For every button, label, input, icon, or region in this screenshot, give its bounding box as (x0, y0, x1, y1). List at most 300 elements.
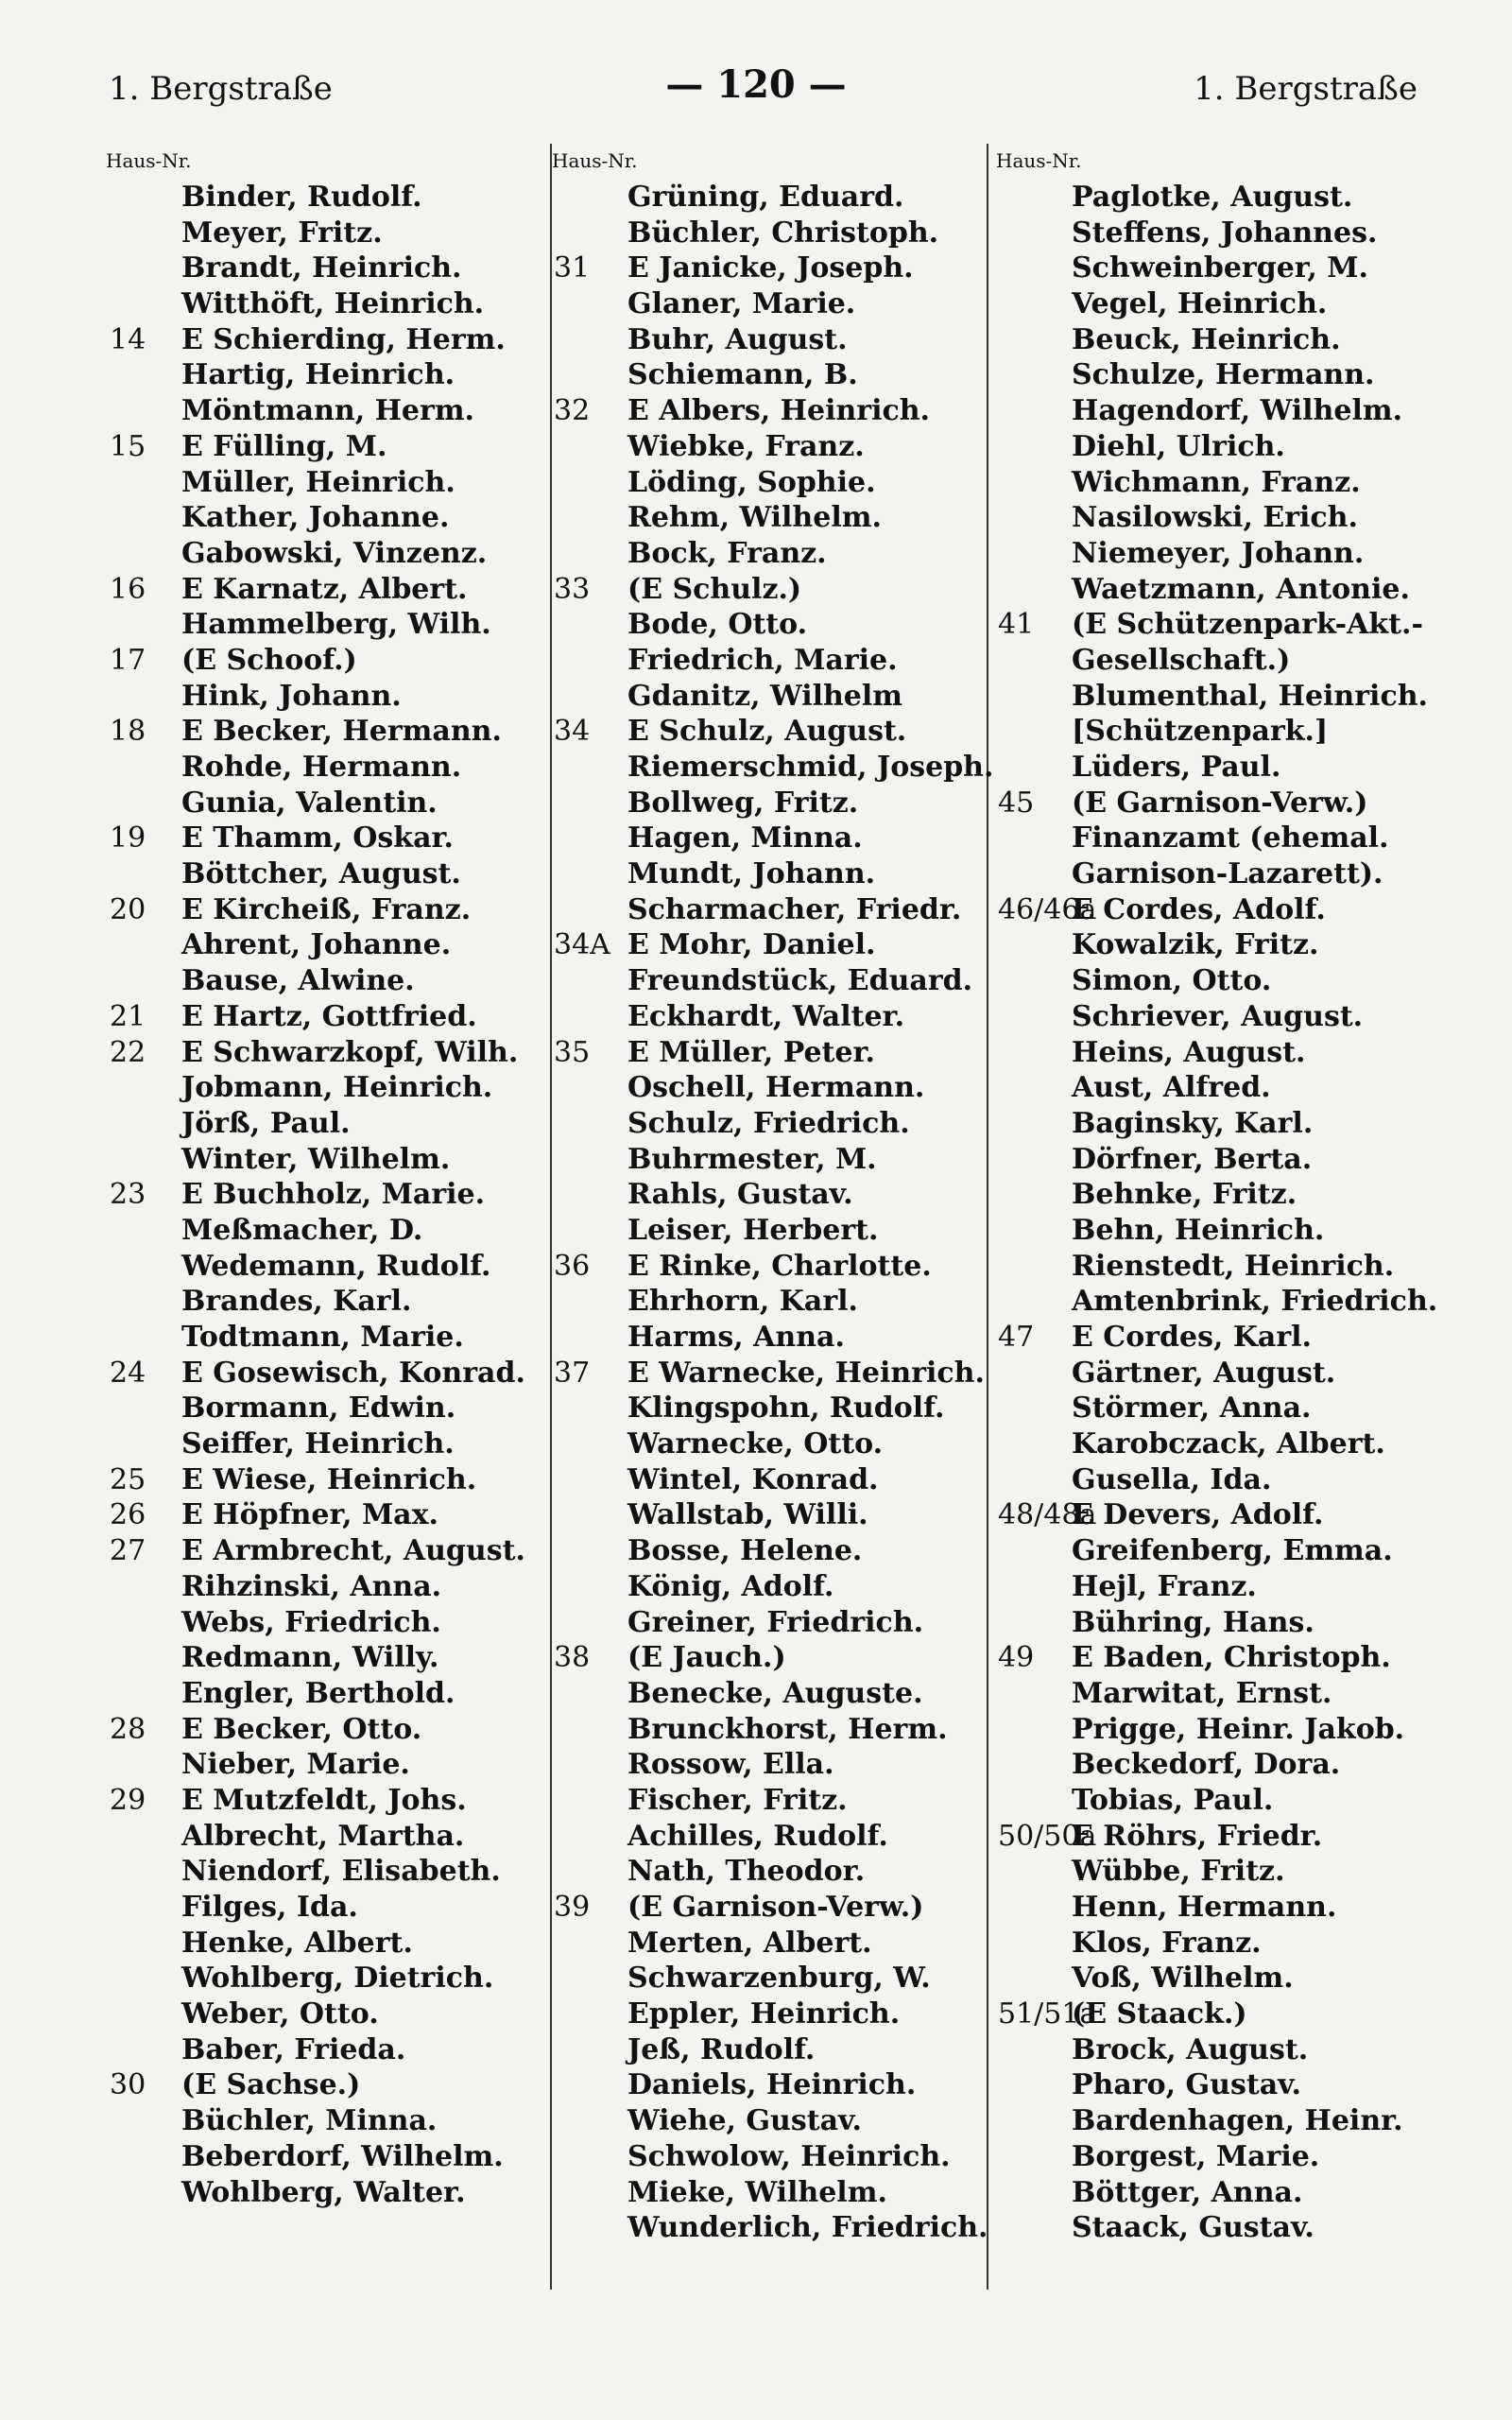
resident-entry (994, 786, 1438, 821)
resident-name: Hejl, Franz. (1072, 1569, 1257, 1603)
resident-entry (104, 1035, 548, 1071)
resident-name: Störmer, Anna. (1072, 1392, 1312, 1426)
resident-name: Buhr, August. (627, 322, 848, 356)
resident-entry (550, 1177, 994, 1213)
resident-entry (104, 1890, 548, 1926)
house-number: 35 (554, 1035, 591, 1069)
house-number: 33 (554, 572, 591, 606)
resident-entry (550, 856, 994, 892)
resident-name: E Armbrecht, August. (181, 1534, 525, 1568)
resident-name: Mundt, Johann. (627, 857, 876, 891)
resident-entry (994, 357, 1438, 393)
resident-entry (104, 1854, 548, 1890)
resident-entry (104, 963, 548, 999)
resident-entry (550, 251, 994, 286)
resident-name: (E Sachse.) (181, 2068, 361, 2102)
resident-name: Wohlberg, Dietrich. (181, 1962, 494, 1996)
resident-entry (550, 500, 994, 536)
resident-entry (550, 1462, 994, 1498)
resident-name: E Höpfner, Max. (181, 1498, 438, 1532)
resident-entry (994, 251, 1438, 286)
resident-name: Wiehe, Gustav. (627, 2104, 862, 2138)
resident-name: Simon, Otto. (1072, 964, 1272, 998)
resident-entry (104, 1213, 548, 1249)
resident-name: (E Schulz.) (627, 572, 802, 606)
resident-entry (994, 1890, 1438, 1926)
resident-entry (104, 892, 548, 928)
resident-entry (550, 1320, 994, 1356)
resident-name: Kowalzik, Fritz. (1072, 928, 1319, 962)
resident-entry (994, 1783, 1438, 1819)
resident-entry (104, 429, 548, 465)
resident-entry (994, 1070, 1438, 1106)
resident-entry (994, 1249, 1438, 1285)
resident-name: Greiner, Friedrich. (627, 1605, 924, 1639)
resident-name: Brunckhorst, Herm. (627, 1712, 948, 1746)
resident-name: Glaner, Marie. (627, 287, 856, 321)
resident-entry (104, 1070, 548, 1106)
resident-entry (550, 1747, 994, 1783)
resident-name: E Becker, Otto. (181, 1712, 422, 1746)
resident-entry (104, 999, 548, 1035)
resident-name: E Cordes, Karl. (1072, 1321, 1313, 1354)
resident-name: Bühring, Hans. (1072, 1605, 1314, 1639)
resident-name: E Gosewisch, Konrad. (181, 1356, 525, 1390)
resident-entry (550, 963, 994, 999)
house-number: 14 (110, 322, 146, 356)
resident-entry (994, 1142, 1438, 1178)
resident-name: Schriever, August. (1072, 999, 1364, 1033)
resident-entry (104, 786, 548, 821)
resident-entry (550, 821, 994, 856)
resident-entry (104, 1926, 548, 1962)
resident-name: Büchler, Minna. (181, 2104, 438, 2138)
house-number: 20 (110, 892, 146, 926)
resident-entry (550, 1640, 994, 1676)
resident-entry (994, 2175, 1438, 2211)
resident-name: Warnecke, Otto. (627, 1427, 884, 1461)
entries-column-1 (104, 180, 548, 2210)
resident-name: Leiser, Herbert. (627, 1213, 879, 1247)
resident-name: Fischer, Fritz. (627, 1783, 848, 1817)
resident-name: Blumenthal, Heinrich. (1072, 679, 1428, 713)
resident-entry (104, 750, 548, 786)
resident-name: Schwolow, Heinrich. (627, 2139, 951, 2173)
resident-name: Heins, August. (1072, 1035, 1306, 1069)
resident-entry (550, 286, 994, 322)
resident-entry (994, 572, 1438, 608)
resident-entry (104, 393, 548, 429)
resident-name: Baber, Frieda. (181, 2032, 406, 2066)
resident-entry (550, 2067, 994, 2103)
resident-name: Möntmann, Herm. (181, 394, 475, 428)
resident-entry (994, 393, 1438, 429)
resident-entry (994, 465, 1438, 501)
resident-name: Borgest, Marie. (1072, 2139, 1320, 2173)
resident-entry (994, 1426, 1438, 1462)
house-number: 36 (554, 1249, 591, 1283)
resident-name: Kather, Johanne. (181, 501, 450, 535)
resident-name: Beuck, Heinrich. (1072, 322, 1341, 356)
resident-entry (994, 607, 1438, 643)
resident-entry (104, 2175, 548, 2211)
resident-entry (550, 1426, 994, 1462)
resident-name: (E Schoof.) (181, 643, 357, 677)
resident-name: Brandes, Karl. (181, 1285, 412, 1319)
resident-entry (104, 1712, 548, 1748)
resident-entry (550, 1819, 994, 1855)
resident-name: Friedrich, Marie. (627, 643, 898, 677)
resident-name: König, Adolf. (627, 1569, 834, 1603)
page-header (0, 62, 1512, 119)
header-street-right: 1. Bergstraße (1194, 70, 1418, 108)
resident-name: Schweinberger, M. (1072, 251, 1368, 285)
resident-entry (994, 750, 1438, 786)
resident-entry (104, 1533, 548, 1569)
resident-entry (104, 2103, 548, 2139)
resident-name: E Rinke, Charlotte. (627, 1249, 932, 1283)
resident-entry (994, 1213, 1438, 1249)
resident-entry (104, 856, 548, 892)
resident-name: Wübbe, Fritz. (1072, 1855, 1285, 1889)
resident-name: Meßmacher, D. (181, 1213, 423, 1247)
resident-entry (994, 1284, 1438, 1320)
resident-entry (104, 1605, 548, 1641)
house-number: 29 (110, 1783, 146, 1817)
house-number: 34 (554, 715, 591, 749)
resident-entry (994, 1926, 1438, 1962)
resident-entry (994, 1712, 1438, 1748)
resident-entry (994, 1391, 1438, 1426)
resident-name: E Warnecke, Heinrich. (627, 1356, 985, 1390)
resident-name: E Baden, Christoph. (1072, 1641, 1391, 1675)
resident-name: Behn, Heinrich. (1072, 1213, 1325, 1247)
resident-name: Achilles, Rudolf. (627, 1819, 888, 1853)
resident-entry (994, 500, 1438, 536)
resident-entry (994, 1996, 1438, 2032)
resident-name: Henn, Hermann. (1072, 1891, 1337, 1924)
resident-entry (104, 927, 548, 963)
resident-name: E Wiese, Heinrich. (181, 1462, 477, 1496)
resident-entry (994, 999, 1438, 1035)
house-number: 49 (998, 1641, 1035, 1675)
resident-entry (104, 572, 548, 608)
resident-name: E Müller, Peter. (627, 1035, 876, 1069)
resident-name: Waetzmann, Antonie. (1072, 572, 1410, 606)
house-number: 37 (554, 1356, 591, 1390)
resident-name: Prigge, Heinr. Jakob. (1072, 1712, 1405, 1746)
house-number: 30 (110, 2068, 146, 2102)
resident-name: Rahls, Gustav. (627, 1178, 853, 1212)
resident-name: Schulz, Friedrich. (627, 1106, 910, 1140)
resident-entry (104, 216, 548, 251)
resident-name: Harms, Anna. (627, 1321, 845, 1354)
resident-name: E Hartz, Gottfried. (181, 999, 477, 1033)
resident-name: Behnke, Fritz. (1072, 1178, 1297, 1212)
resident-name: E Kircheiß, Franz. (181, 892, 472, 926)
house-number: 45 (998, 786, 1035, 820)
resident-entry (550, 2210, 994, 2246)
resident-entry (994, 216, 1438, 251)
resident-name: Gabowski, Vinzenz. (181, 536, 488, 570)
resident-name: Wiebke, Franz. (627, 429, 865, 463)
resident-name: Hammelberg, Wilh. (181, 608, 491, 642)
house-number: 17 (110, 643, 146, 677)
resident-entry (550, 1284, 994, 1320)
resident-name: Schwarzenburg, W. (627, 1962, 931, 1996)
house-number: 27 (110, 1534, 146, 1568)
resident-name: (E Schützenpark-Akt.- (1072, 608, 1423, 642)
resident-entry (550, 1070, 994, 1106)
resident-name: Dörfner, Berta. (1072, 1142, 1313, 1176)
resident-name: Nath, Theodor. (627, 1855, 866, 1889)
resident-entry (104, 1961, 548, 1996)
resident-entry (104, 1462, 548, 1498)
resident-name: Filges, Ida. (181, 1891, 358, 1924)
resident-name: Greifenberg, Emma. (1072, 1534, 1393, 1568)
resident-name: Brandt, Heinrich. (181, 251, 462, 285)
resident-entry (994, 2067, 1438, 2103)
resident-name: Bause, Alwine. (181, 964, 415, 998)
resident-name: Böttger, Anna. (1072, 2175, 1303, 2209)
resident-name: Rohde, Hermann. (181, 751, 462, 784)
resident-name: Vegel, Heinrich. (1072, 287, 1328, 321)
resident-entry (994, 1819, 1438, 1855)
resident-name: Buhrmester, M. (627, 1142, 877, 1176)
resident-name: Steffens, Johannes. (1072, 216, 1378, 250)
resident-entry (104, 2139, 548, 2175)
resident-name: Lüders, Paul. (1072, 751, 1281, 784)
resident-name: Gdanitz, Wilhelm (627, 679, 903, 713)
resident-entry (994, 1497, 1438, 1533)
resident-entry (550, 357, 994, 393)
resident-name: E Mutzfeldt, Johs. (181, 1783, 467, 1817)
resident-entry (994, 2210, 1438, 2246)
resident-entry (994, 1961, 1438, 1996)
resident-entry (994, 679, 1438, 715)
resident-name: Albrecht, Martha. (181, 1819, 465, 1853)
resident-entry (994, 1462, 1438, 1498)
resident-name: E Janicke, Joseph. (627, 251, 914, 285)
resident-entry (550, 216, 994, 251)
resident-entry (994, 856, 1438, 892)
resident-name: Hagendorf, Wilhelm. (1072, 394, 1403, 428)
resident-name: Oschell, Hermann. (627, 1071, 925, 1105)
resident-name: Daniels, Heinrich. (627, 2068, 917, 2102)
resident-name: Brock, August. (1072, 2032, 1309, 2066)
column-3 (994, 144, 1438, 2246)
resident-name: Löding, Sophie. (627, 465, 876, 499)
resident-name: Karobczack, Albert. (1072, 1427, 1385, 1461)
resident-name: (E Jauch.) (627, 1641, 786, 1675)
house-number: 18 (110, 715, 146, 749)
resident-entry (104, 1106, 548, 1142)
resident-name: E Buchholz, Marie. (181, 1178, 486, 1212)
house-number: 51/51a (998, 1997, 1097, 2031)
resident-entry (550, 180, 994, 216)
house-number: 21 (110, 999, 146, 1033)
resident-entry (994, 429, 1438, 465)
resident-entry (104, 1640, 548, 1676)
resident-entry (104, 679, 548, 715)
resident-name: E Devers, Adolf. (1072, 1498, 1324, 1532)
resident-name: [Schützenpark.] (1072, 715, 1329, 749)
resident-entry (550, 999, 994, 1035)
house-number: 19 (110, 821, 146, 856)
resident-entry (550, 643, 994, 679)
resident-name: Büchler, Christoph. (627, 216, 939, 250)
resident-name: Meyer, Fritz. (181, 216, 383, 250)
resident-entry (104, 286, 548, 322)
resident-name: Schiemann, B. (627, 358, 858, 392)
resident-entry (104, 1783, 548, 1819)
resident-entry (104, 1819, 548, 1855)
column-2 (550, 144, 994, 2246)
house-number: 28 (110, 1712, 146, 1746)
house-number-label: Haus-Nr. (552, 149, 638, 172)
resident-entry (550, 536, 994, 572)
resident-entry (550, 892, 994, 928)
resident-name: E Karnatz, Albert. (181, 572, 468, 606)
resident-entry (104, 1996, 548, 2032)
resident-entry (550, 1890, 994, 1926)
resident-name: E Schierding, Herm. (181, 322, 506, 356)
resident-name: Baginsky, Karl. (1072, 1106, 1314, 1140)
resident-entry (104, 1177, 548, 1213)
resident-entry (994, 1356, 1438, 1392)
resident-name: (E Garnison-Verw.) (1072, 786, 1368, 820)
resident-entry (550, 429, 994, 465)
resident-name: Böttcher, August. (181, 857, 461, 891)
resident-name: Beberdorf, Wilhelm. (181, 2139, 504, 2173)
resident-name: Winter, Wilhelm. (181, 1142, 451, 1176)
resident-name: E Schwarzkopf, Wilh. (181, 1035, 519, 1069)
resident-name: Bormann, Edwin. (181, 1392, 456, 1426)
resident-entry (550, 572, 994, 608)
house-number: 25 (110, 1462, 146, 1496)
resident-entry (104, 357, 548, 393)
house-number: 48/48a (998, 1498, 1097, 1532)
house-number-label: Haus-Nr. (106, 149, 192, 172)
resident-entry (550, 1497, 994, 1533)
resident-entry (550, 1783, 994, 1819)
resident-name: Bollweg, Fritz. (627, 786, 859, 820)
resident-entry (994, 821, 1438, 856)
resident-name: Todtmann, Marie. (181, 1321, 464, 1354)
resident-entry (994, 1106, 1438, 1142)
resident-entry (994, 1569, 1438, 1605)
resident-name: Jörß, Paul. (181, 1106, 351, 1140)
resident-entry (994, 1320, 1438, 1356)
resident-entry (104, 500, 548, 536)
resident-entry (550, 1961, 994, 1996)
resident-name: Staack, Gustav. (1072, 2211, 1314, 2245)
resident-entry (104, 1676, 548, 1712)
page-number: — 120 — (665, 62, 847, 107)
resident-name: Tobias, Paul. (1072, 1783, 1274, 1817)
resident-entry (104, 180, 548, 216)
resident-name: Webs, Friedrich. (181, 1605, 441, 1639)
resident-name: E Röhrs, Friedr. (1072, 1819, 1323, 1853)
resident-entry (994, 927, 1438, 963)
resident-name: Jeß, Rudolf. (627, 2032, 816, 2066)
resident-entry (550, 1926, 994, 1962)
resident-entry (550, 1605, 994, 1641)
resident-name: Weber, Otto. (181, 1997, 379, 2031)
house-number: 16 (110, 572, 146, 606)
resident-name: Nieber, Marie. (181, 1748, 410, 1782)
resident-name: Witthöft, Heinrich. (181, 287, 485, 321)
resident-entry (994, 286, 1438, 322)
resident-entry (550, 607, 994, 643)
house-number: 24 (110, 1356, 146, 1390)
resident-entry (104, 1320, 548, 1356)
resident-entry (104, 2032, 548, 2068)
resident-entry (104, 536, 548, 572)
resident-entry (104, 1747, 548, 1783)
resident-entry (550, 927, 994, 963)
resident-name: Wohlberg, Walter. (181, 2175, 466, 2209)
resident-name: Niemeyer, Johann. (1072, 536, 1365, 570)
resident-entry (994, 322, 1438, 358)
resident-entry (550, 1249, 994, 1285)
resident-name: Rienstedt, Heinrich. (1072, 1249, 1395, 1283)
house-number: 47 (998, 1321, 1035, 1354)
resident-entry (550, 1854, 994, 1890)
resident-entry (550, 1712, 994, 1748)
resident-entry (104, 1284, 548, 1320)
resident-entry (550, 393, 994, 429)
resident-name: E Albers, Heinrich. (627, 394, 930, 428)
resident-entry (104, 1356, 548, 1392)
resident-name: Riemerschmid, Joseph. (627, 751, 994, 784)
resident-name: Hagen, Minna. (627, 821, 863, 856)
resident-entry (104, 643, 548, 679)
house-number: 15 (110, 429, 146, 463)
resident-name: Henke, Albert. (181, 1926, 413, 1960)
resident-name: Bardenhagen, Heinr. (1072, 2104, 1403, 2138)
resident-name: Gusella, Ida. (1072, 1462, 1272, 1496)
house-number: 22 (110, 1035, 146, 1069)
resident-entry (104, 251, 548, 286)
resident-name: Wintel, Konrad. (627, 1462, 879, 1496)
resident-name: Niendorf, Elisabeth. (181, 1855, 501, 1889)
resident-name: E Schulz, August. (627, 715, 907, 749)
resident-name: Jobmann, Heinrich. (181, 1071, 493, 1105)
resident-name: Ehrhorn, Karl. (627, 1285, 858, 1319)
resident-entry (550, 2175, 994, 2211)
resident-entry (550, 1142, 994, 1178)
house-number: 31 (554, 251, 591, 285)
resident-entry (550, 2032, 994, 2068)
resident-name: Bode, Otto. (627, 608, 808, 642)
resident-entry (994, 1676, 1438, 1712)
house-number: 32 (554, 394, 591, 428)
resident-name: Wunderlich, Friedrich. (627, 2211, 988, 2245)
house-number: 34A (554, 928, 610, 962)
resident-name: Klos, Franz. (1072, 1926, 1262, 1960)
resident-entry (104, 1142, 548, 1178)
resident-name: Bock, Franz. (627, 536, 827, 570)
resident-name: Freundstück, Eduard. (627, 964, 973, 998)
house-number-label: Haus-Nr. (996, 149, 1082, 172)
resident-entry (550, 1996, 994, 2032)
entries-column-3 (994, 180, 1438, 2246)
resident-entry (104, 607, 548, 643)
house-number: 41 (998, 608, 1035, 642)
resident-name: Benecke, Auguste. (627, 1676, 923, 1710)
resident-entry (994, 892, 1438, 928)
